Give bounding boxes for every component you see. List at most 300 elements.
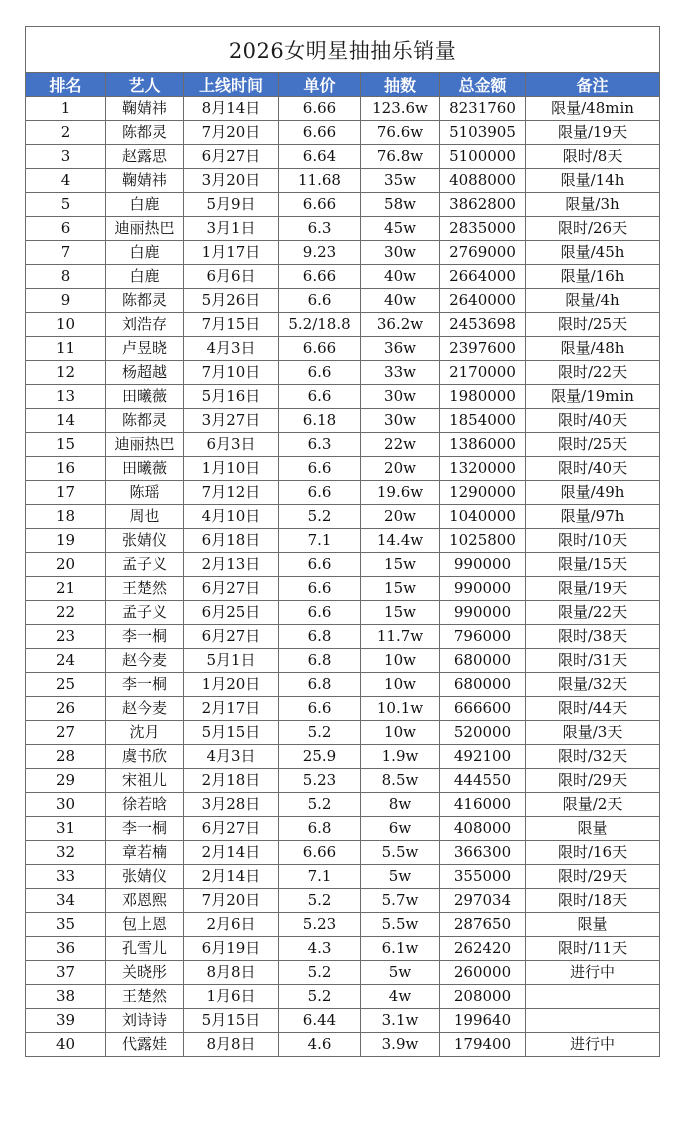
launch-date-cell: 3月27日: [184, 409, 279, 433]
total-amount-cell: 8231760: [440, 97, 526, 121]
total-amount-cell: 5100000: [440, 145, 526, 169]
total-amount-cell: 287650: [440, 913, 526, 937]
rank-cell: 22: [26, 601, 106, 625]
notes-cell: 限时/31天: [526, 649, 660, 673]
sales-table: [25, 26, 660, 1057]
artist-cell: 沈月: [106, 721, 184, 745]
rank-cell: 2: [26, 121, 106, 145]
rank-cell: 16: [26, 457, 106, 481]
artist-cell: 孟子义: [106, 601, 184, 625]
rank-cell: 4: [26, 169, 106, 193]
rank-cell: 36: [26, 937, 106, 961]
unit-price-cell: 6.6: [279, 481, 361, 505]
draw-count-cell: 14.4w: [361, 529, 440, 553]
total-amount-cell: 1290000: [440, 481, 526, 505]
total-amount-cell: 408000: [440, 817, 526, 841]
launch-date-cell: 6月27日: [184, 625, 279, 649]
unit-price-cell: 6.6: [279, 361, 361, 385]
rank-cell: 17: [26, 481, 106, 505]
notes-cell: 限量/22天: [526, 601, 660, 625]
rank-cell: 31: [26, 817, 106, 841]
launch-date-cell: 6月19日: [184, 937, 279, 961]
launch-date-cell: 4月3日: [184, 337, 279, 361]
table-row: [26, 817, 660, 841]
launch-date-cell: 2月14日: [184, 841, 279, 865]
table-row: [26, 289, 660, 313]
notes-cell: 限量/45h: [526, 241, 660, 265]
total-amount-cell: 990000: [440, 601, 526, 625]
launch-date-cell: 5月1日: [184, 649, 279, 673]
draw-count-cell: 5w: [361, 961, 440, 985]
unit-price-cell: 6.6: [279, 577, 361, 601]
unit-price-cell: 4.3: [279, 937, 361, 961]
unit-price-cell: 6.66: [279, 337, 361, 361]
draw-count-cell: 20w: [361, 505, 440, 529]
artist-cell: 邓恩熙: [106, 889, 184, 913]
artist-cell: 刘浩存: [106, 313, 184, 337]
draw-count-cell: 8.5w: [361, 769, 440, 793]
launch-date-cell: 1月10日: [184, 457, 279, 481]
total-amount-cell: 208000: [440, 985, 526, 1009]
rank-cell: 9: [26, 289, 106, 313]
artist-cell: 刘诗诗: [106, 1009, 184, 1033]
launch-date-cell: 3月28日: [184, 793, 279, 817]
unit-price-cell: 6.66: [279, 841, 361, 865]
total-amount-cell: 1980000: [440, 385, 526, 409]
draw-count-cell: 40w: [361, 265, 440, 289]
draw-count-cell: 76.6w: [361, 121, 440, 145]
rank-cell: 5: [26, 193, 106, 217]
table-row: [26, 457, 660, 481]
total-amount-cell: 262420: [440, 937, 526, 961]
total-amount-cell: 444550: [440, 769, 526, 793]
launch-date-cell: 1月6日: [184, 985, 279, 1009]
draw-count-cell: 6.1w: [361, 937, 440, 961]
artist-cell: 关晓彤: [106, 961, 184, 985]
unit-price-cell: 11.68: [279, 169, 361, 193]
unit-price-cell: 6.6: [279, 457, 361, 481]
header-rank: 排名: [26, 73, 106, 97]
artist-cell: 鞠婧祎: [106, 169, 184, 193]
draw-count-cell: 1.9w: [361, 745, 440, 769]
header-row: [26, 73, 660, 97]
table-row: [26, 553, 660, 577]
artist-cell: 虞书欣: [106, 745, 184, 769]
artist-cell: 卢昱晓: [106, 337, 184, 361]
rank-cell: 10: [26, 313, 106, 337]
table-row: [26, 865, 660, 889]
total-amount-cell: 179400: [440, 1033, 526, 1057]
draw-count-cell: 30w: [361, 241, 440, 265]
table-row: [26, 385, 660, 409]
artist-cell: 杨超越: [106, 361, 184, 385]
launch-date-cell: 5月16日: [184, 385, 279, 409]
draw-count-cell: 10.1w: [361, 697, 440, 721]
unit-price-cell: 7.1: [279, 865, 361, 889]
artist-cell: 赵今麦: [106, 697, 184, 721]
unit-price-cell: 6.18: [279, 409, 361, 433]
notes-cell: 限时/8天: [526, 145, 660, 169]
table-row: [26, 793, 660, 817]
rank-cell: 27: [26, 721, 106, 745]
unit-price-cell: 5.2: [279, 721, 361, 745]
notes-cell: 限量/19天: [526, 577, 660, 601]
draw-count-cell: 35w: [361, 169, 440, 193]
artist-cell: 宋祖儿: [106, 769, 184, 793]
unit-price-cell: 6.6: [279, 697, 361, 721]
notes-cell: 限量/48min: [526, 97, 660, 121]
table-row: [26, 265, 660, 289]
artist-cell: 迪丽热巴: [106, 217, 184, 241]
table-row: [26, 217, 660, 241]
draw-count-cell: 58w: [361, 193, 440, 217]
artist-cell: 赵今麦: [106, 649, 184, 673]
unit-price-cell: 5.23: [279, 913, 361, 937]
draw-count-cell: 33w: [361, 361, 440, 385]
draw-count-cell: 19.6w: [361, 481, 440, 505]
launch-date-cell: 6月3日: [184, 433, 279, 457]
launch-date-cell: 3月20日: [184, 169, 279, 193]
unit-price-cell: 5.23: [279, 769, 361, 793]
table-row: [26, 409, 660, 433]
draw-count-cell: 30w: [361, 385, 440, 409]
table-row: [26, 649, 660, 673]
unit-price-cell: 5.2/18.8: [279, 313, 361, 337]
artist-cell: 孟子义: [106, 553, 184, 577]
table-title: 2026女明星抽抽乐销量: [26, 27, 660, 73]
draw-count-cell: 76.8w: [361, 145, 440, 169]
draw-count-cell: 15w: [361, 553, 440, 577]
draw-count-cell: 6w: [361, 817, 440, 841]
table-row: [26, 481, 660, 505]
header-total-amount: 总金额: [440, 73, 526, 97]
notes-cell: 限时/40天: [526, 409, 660, 433]
table-row: [26, 337, 660, 361]
rank-cell: 28: [26, 745, 106, 769]
total-amount-cell: 796000: [440, 625, 526, 649]
draw-count-cell: 10w: [361, 673, 440, 697]
total-amount-cell: 3862800: [440, 193, 526, 217]
total-amount-cell: 2640000: [440, 289, 526, 313]
artist-cell: 王楚然: [106, 577, 184, 601]
launch-date-cell: 5月9日: [184, 193, 279, 217]
draw-count-cell: 30w: [361, 409, 440, 433]
notes-cell: 进行中: [526, 1033, 660, 1057]
rank-cell: 11: [26, 337, 106, 361]
notes-cell: 限量/2天: [526, 793, 660, 817]
notes-cell: [526, 1009, 660, 1033]
launch-date-cell: 2月17日: [184, 697, 279, 721]
artist-cell: 张婧仪: [106, 865, 184, 889]
notes-cell: 限量/3天: [526, 721, 660, 745]
notes-cell: 限时/22天: [526, 361, 660, 385]
unit-price-cell: 6.44: [279, 1009, 361, 1033]
notes-cell: 限时/16天: [526, 841, 660, 865]
total-amount-cell: 199640: [440, 1009, 526, 1033]
total-amount-cell: 680000: [440, 673, 526, 697]
total-amount-cell: 990000: [440, 553, 526, 577]
unit-price-cell: 5.2: [279, 505, 361, 529]
rank-cell: 14: [26, 409, 106, 433]
table-row: [26, 529, 660, 553]
table-row: [26, 193, 660, 217]
rank-cell: 18: [26, 505, 106, 529]
rank-cell: 34: [26, 889, 106, 913]
artist-cell: 陈都灵: [106, 289, 184, 313]
table-row: [26, 985, 660, 1009]
notes-cell: 限时/11天: [526, 937, 660, 961]
notes-cell: 限时/29天: [526, 769, 660, 793]
notes-cell: 限量/97h: [526, 505, 660, 529]
artist-cell: 白鹿: [106, 193, 184, 217]
table-row: [26, 889, 660, 913]
notes-cell: 进行中: [526, 961, 660, 985]
header-launch-date: 上线时间: [184, 73, 279, 97]
artist-cell: 周也: [106, 505, 184, 529]
notes-cell: 限量/4h: [526, 289, 660, 313]
draw-count-cell: 8w: [361, 793, 440, 817]
table-row: [26, 961, 660, 985]
artist-cell: 田曦薇: [106, 457, 184, 481]
artist-cell: 白鹿: [106, 265, 184, 289]
total-amount-cell: 1854000: [440, 409, 526, 433]
notes-cell: 限时/18天: [526, 889, 660, 913]
unit-price-cell: 6.66: [279, 97, 361, 121]
unit-price-cell: 6.66: [279, 193, 361, 217]
launch-date-cell: 8月14日: [184, 97, 279, 121]
artist-cell: 李一桐: [106, 673, 184, 697]
draw-count-cell: 123.6w: [361, 97, 440, 121]
rank-cell: 20: [26, 553, 106, 577]
draw-count-cell: 15w: [361, 601, 440, 625]
rank-cell: 1: [26, 97, 106, 121]
rank-cell: 8: [26, 265, 106, 289]
total-amount-cell: 5103905: [440, 121, 526, 145]
artist-cell: 迪丽热巴: [106, 433, 184, 457]
unit-price-cell: 6.8: [279, 625, 361, 649]
rank-cell: 25: [26, 673, 106, 697]
notes-cell: 限量: [526, 913, 660, 937]
launch-date-cell: 6月18日: [184, 529, 279, 553]
notes-cell: 限时/44天: [526, 697, 660, 721]
total-amount-cell: 666600: [440, 697, 526, 721]
total-amount-cell: 2397600: [440, 337, 526, 361]
unit-price-cell: 6.6: [279, 289, 361, 313]
unit-price-cell: 9.23: [279, 241, 361, 265]
table-row: [26, 913, 660, 937]
artist-cell: 陈都灵: [106, 409, 184, 433]
artist-cell: 孔雪儿: [106, 937, 184, 961]
launch-date-cell: 7月10日: [184, 361, 279, 385]
notes-cell: 限量/49h: [526, 481, 660, 505]
header-unit-price: 单价: [279, 73, 361, 97]
draw-count-cell: 5w: [361, 865, 440, 889]
notes-cell: 限量/15天: [526, 553, 660, 577]
total-amount-cell: 680000: [440, 649, 526, 673]
table-row: [26, 241, 660, 265]
draw-count-cell: 11.7w: [361, 625, 440, 649]
notes-cell: 限时/10天: [526, 529, 660, 553]
unit-price-cell: 6.66: [279, 121, 361, 145]
launch-date-cell: 1月20日: [184, 673, 279, 697]
table-row: [26, 361, 660, 385]
rank-cell: 39: [26, 1009, 106, 1033]
total-amount-cell: 2453698: [440, 313, 526, 337]
notes-cell: 限时/29天: [526, 865, 660, 889]
notes-cell: [526, 985, 660, 1009]
launch-date-cell: 5月15日: [184, 721, 279, 745]
artist-cell: 包上恩: [106, 913, 184, 937]
launch-date-cell: 2月6日: [184, 913, 279, 937]
artist-cell: 李一桐: [106, 817, 184, 841]
rank-cell: 15: [26, 433, 106, 457]
table-row: [26, 577, 660, 601]
table-row: [26, 697, 660, 721]
draw-count-cell: 5.5w: [361, 841, 440, 865]
total-amount-cell: 492100: [440, 745, 526, 769]
artist-cell: 章若楠: [106, 841, 184, 865]
table-row: [26, 313, 660, 337]
table-body: [26, 97, 660, 1057]
artist-cell: 陈瑶: [106, 481, 184, 505]
draw-count-cell: 45w: [361, 217, 440, 241]
total-amount-cell: 366300: [440, 841, 526, 865]
artist-cell: 张婧仪: [106, 529, 184, 553]
total-amount-cell: 416000: [440, 793, 526, 817]
header-artist: 艺人: [106, 73, 184, 97]
rank-cell: 3: [26, 145, 106, 169]
table-row: [26, 1009, 660, 1033]
launch-date-cell: 6月27日: [184, 145, 279, 169]
rank-cell: 33: [26, 865, 106, 889]
rank-cell: 6: [26, 217, 106, 241]
draw-count-cell: 4w: [361, 985, 440, 1009]
total-amount-cell: 1386000: [440, 433, 526, 457]
draw-count-cell: 10w: [361, 649, 440, 673]
table-row: [26, 505, 660, 529]
launch-date-cell: 4月10日: [184, 505, 279, 529]
rank-cell: 26: [26, 697, 106, 721]
unit-price-cell: 6.6: [279, 553, 361, 577]
launch-date-cell: 5月15日: [184, 1009, 279, 1033]
table-row: [26, 97, 660, 121]
rank-cell: 13: [26, 385, 106, 409]
rank-cell: 29: [26, 769, 106, 793]
table-row: [26, 745, 660, 769]
unit-price-cell: 5.2: [279, 793, 361, 817]
table-row: [26, 433, 660, 457]
header-notes: 备注: [526, 73, 660, 97]
unit-price-cell: 6.3: [279, 433, 361, 457]
draw-count-cell: 5.5w: [361, 913, 440, 937]
unit-price-cell: 7.1: [279, 529, 361, 553]
sales-sheet: [25, 26, 659, 1057]
unit-price-cell: 6.66: [279, 265, 361, 289]
unit-price-cell: 5.2: [279, 985, 361, 1009]
total-amount-cell: 297034: [440, 889, 526, 913]
notes-cell: 限时/25天: [526, 313, 660, 337]
table-row: [26, 721, 660, 745]
table-row: [26, 937, 660, 961]
draw-count-cell: 36.2w: [361, 313, 440, 337]
unit-price-cell: 6.8: [279, 673, 361, 697]
artist-cell: 王楚然: [106, 985, 184, 1009]
table-row: [26, 1033, 660, 1057]
table-row: [26, 169, 660, 193]
notes-cell: 限量/14h: [526, 169, 660, 193]
notes-cell: 限量/16h: [526, 265, 660, 289]
rank-cell: 7: [26, 241, 106, 265]
launch-date-cell: 5月26日: [184, 289, 279, 313]
launch-date-cell: 6月27日: [184, 577, 279, 601]
launch-date-cell: 6月27日: [184, 817, 279, 841]
launch-date-cell: 1月17日: [184, 241, 279, 265]
rank-cell: 30: [26, 793, 106, 817]
launch-date-cell: 8月8日: [184, 1033, 279, 1057]
total-amount-cell: 1040000: [440, 505, 526, 529]
notes-cell: 限时/38天: [526, 625, 660, 649]
draw-count-cell: 36w: [361, 337, 440, 361]
rank-cell: 21: [26, 577, 106, 601]
table-row: [26, 625, 660, 649]
rank-cell: 12: [26, 361, 106, 385]
notes-cell: 限时/25天: [526, 433, 660, 457]
unit-price-cell: 25.9: [279, 745, 361, 769]
draw-count-cell: 22w: [361, 433, 440, 457]
total-amount-cell: 1025800: [440, 529, 526, 553]
rank-cell: 23: [26, 625, 106, 649]
unit-price-cell: 6.64: [279, 145, 361, 169]
notes-cell: 限量/48h: [526, 337, 660, 361]
artist-cell: 鞠婧祎: [106, 97, 184, 121]
table-row: [26, 673, 660, 697]
artist-cell: 陈都灵: [106, 121, 184, 145]
launch-date-cell: 7月12日: [184, 481, 279, 505]
total-amount-cell: 990000: [440, 577, 526, 601]
draw-count-cell: 5.7w: [361, 889, 440, 913]
notes-cell: 限时/32天: [526, 745, 660, 769]
launch-date-cell: 6月6日: [184, 265, 279, 289]
unit-price-cell: 5.2: [279, 961, 361, 985]
notes-cell: 限时/26天: [526, 217, 660, 241]
artist-cell: 徐若晗: [106, 793, 184, 817]
artist-cell: 田曦薇: [106, 385, 184, 409]
draw-count-cell: 3.1w: [361, 1009, 440, 1033]
unit-price-cell: 5.2: [279, 889, 361, 913]
header-draw-count: 抽数: [361, 73, 440, 97]
total-amount-cell: 2769000: [440, 241, 526, 265]
notes-cell: 限量/3h: [526, 193, 660, 217]
table-row: [26, 601, 660, 625]
total-amount-cell: 2170000: [440, 361, 526, 385]
launch-date-cell: 2月13日: [184, 553, 279, 577]
launch-date-cell: 6月25日: [184, 601, 279, 625]
rank-cell: 38: [26, 985, 106, 1009]
notes-cell: 限量/19天: [526, 121, 660, 145]
notes-cell: 限时/40天: [526, 457, 660, 481]
notes-cell: 限量: [526, 817, 660, 841]
artist-cell: 白鹿: [106, 241, 184, 265]
rank-cell: 32: [26, 841, 106, 865]
draw-count-cell: 3.9w: [361, 1033, 440, 1057]
rank-cell: 19: [26, 529, 106, 553]
launch-date-cell: 3月1日: [184, 217, 279, 241]
launch-date-cell: 7月20日: [184, 121, 279, 145]
total-amount-cell: 4088000: [440, 169, 526, 193]
total-amount-cell: 1320000: [440, 457, 526, 481]
launch-date-cell: 7月15日: [184, 313, 279, 337]
notes-cell: 限量/19min: [526, 385, 660, 409]
